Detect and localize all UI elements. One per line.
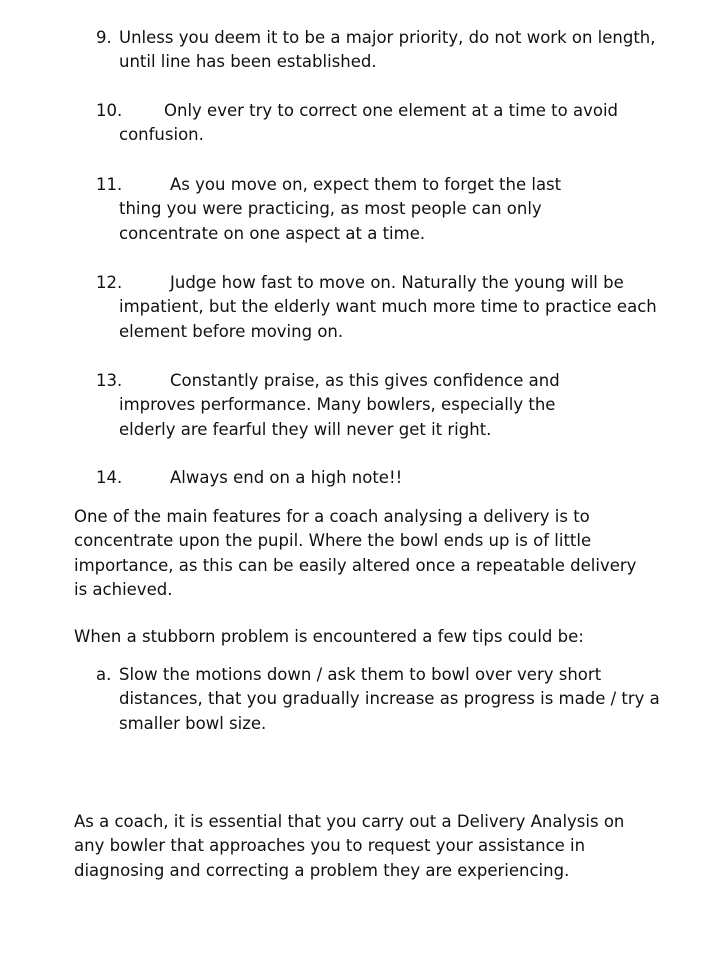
closing-paragraph: As a coach, it is essential that you carry out a Delivery Analysis on any bowler that approaches you to request your assistance in diagnosing and correcting a problem they are experiencing. [74, 812, 625, 880]
analysis-paragraph: One of the main features for a coach analysing a delivery is to concentrate upon the pupil. Where the bowl ends up is of little importance, as this can be easily altered once a repeatable delivery is achieved. [74, 507, 637, 600]
list-number: 10. [96, 101, 123, 120]
list-text: Constantly praise, as this gives confidence and improves performance. Many bowlers, especially the elderly are fearful they will never get it right. [119, 371, 560, 439]
list-number: 9. [96, 28, 112, 47]
list-item-10 [96, 99, 676, 148]
list-number: 11. [96, 175, 123, 194]
list-text: Only ever try to correct one element at a time to avoid confusion. [119, 101, 618, 145]
list-item-14 [96, 466, 676, 490]
tips-intro-paragraph: When a stubborn problem is encountered a few tips could be: [74, 627, 584, 646]
list-number: 13. [96, 371, 123, 390]
list-number: 12. [96, 273, 123, 292]
list-item-13 [96, 369, 676, 442]
list-text: Always end on a high note!! [170, 468, 403, 487]
tip-item-a [96, 663, 676, 736]
list-number: 14. [96, 468, 123, 487]
tip-text: Slow the motions down / ask them to bowl over very short distances, that you gradually increase as progress is made / try a smaller bowl size. [119, 665, 660, 733]
list-item-9 [96, 26, 676, 75]
tip-letter: a. [96, 665, 112, 684]
list-item-12 [96, 271, 676, 344]
list-item-11 [96, 173, 676, 246]
list-text: As you move on, expect them to forget the last thing you were practicing, as most people can only concentrate on one aspect at a time. [119, 175, 562, 243]
list-text: Judge how fast to move on. Naturally the young will be impatient, but the elderly want much more time to practice each element before moving on. [119, 273, 657, 341]
list-text: Unless you deem it to be a major priority, do not work on length, until line has been established. [119, 28, 656, 72]
